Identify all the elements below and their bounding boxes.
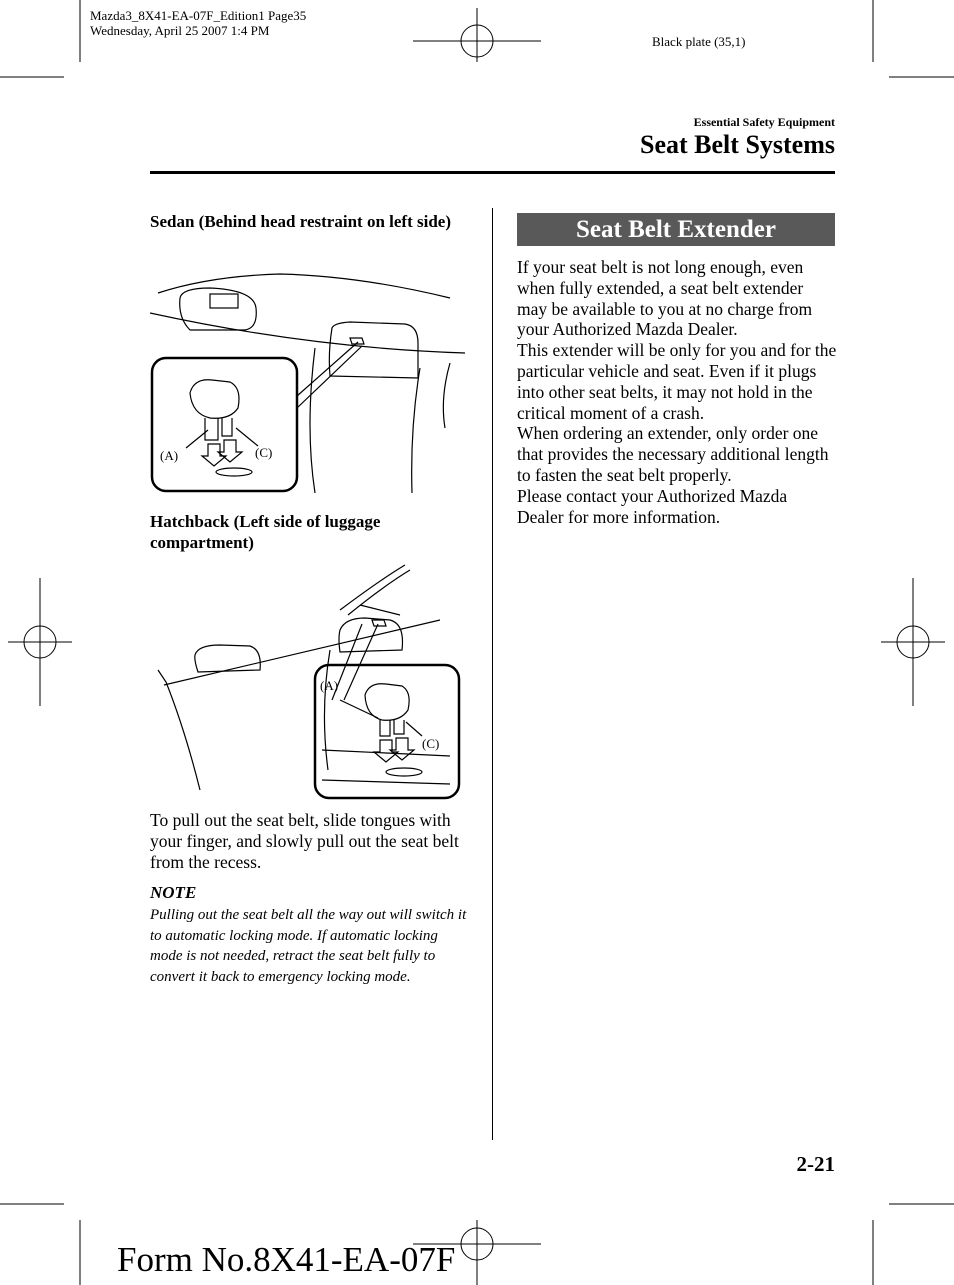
print-meta-line1: Mazda3_8X41-EA-07F_Edition1 Page35 — [90, 8, 307, 23]
sedan-label-c: (C) — [255, 445, 273, 460]
extender-paragraph: If your seat belt is not long enough, even when fully extended, a seat belt extender may be available to you at no charge from your Authorized Mazda Dealer. — [517, 257, 813, 340]
column-divider — [492, 208, 493, 1140]
sedan-illustration — [150, 268, 465, 493]
print-metadata — [90, 8, 306, 38]
print-meta-line2: Wednesday, April 25 2007 1:4 PM — [90, 23, 270, 38]
extender-text — [517, 257, 837, 527]
page-title: Seat Belt Systems — [640, 130, 835, 159]
section-name: Essential Safety Equipment — [693, 115, 835, 129]
note-text: Pulling out the seat belt all the way out will switch it to automatic locking mode. If automatic locking mode is not needed, retract the seat belt fully to convert it back to emergency locking mode. — [150, 907, 467, 986]
pull-out-instruction: To pull out the seat belt, slide tongues with your finger, and slowly pull out the seat belt from the recess. — [150, 810, 459, 872]
hatchback-label-a: (A) — [320, 678, 339, 693]
extender-paragraph: This extender will be only for you and for the particular vehicle and seat. Even if it plugs into other seat belts, it may not hold in the critical moment of a crash. — [517, 340, 837, 423]
sedan-caption: Sedan (Behind head restraint on left side) — [150, 212, 451, 231]
page-number: 2-21 — [796, 1152, 835, 1176]
plate-label: Black plate (35,1) — [652, 34, 746, 49]
hatchback-label-c: (C) — [422, 736, 440, 751]
seat-belt-extender-heading: Seat Belt Extender — [517, 213, 835, 246]
hatchback-caption: Hatchback (Left side of luggage compartment) — [150, 512, 381, 552]
header-rule — [150, 171, 835, 174]
note-title: NOTE — [150, 883, 197, 902]
sedan-label-a: (A) — [160, 448, 179, 463]
hatchback-illustration — [150, 560, 465, 802]
extender-paragraph: When ordering an extender, only order one that provides the necessary additional length to fasten the seat belt properly. — [517, 423, 829, 485]
extender-paragraph: Please contact your Authorized Mazda Dealer for more information. — [517, 485, 788, 527]
form-number: Form No.8X41-EA-07F — [117, 1240, 456, 1279]
